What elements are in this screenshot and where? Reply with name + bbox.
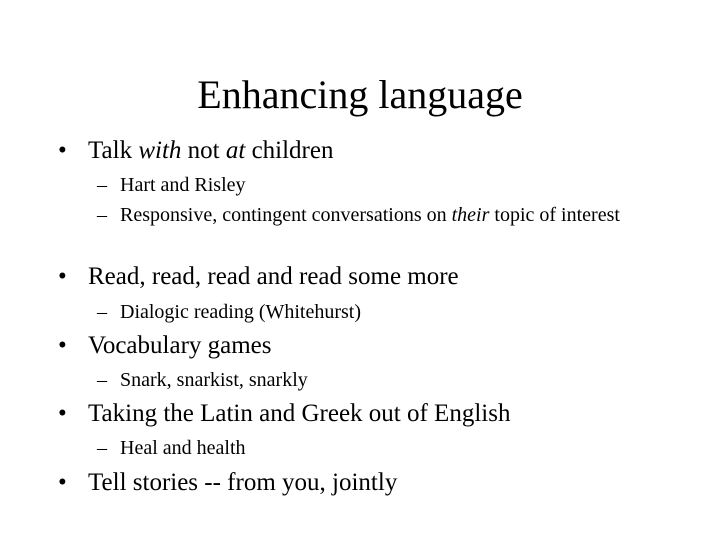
dash-icon: – (97, 369, 107, 391)
sub-bullet-text: Dialogic reading (Whitehurst) (120, 301, 362, 323)
sub-bullet-hart-risley (97, 171, 657, 199)
sub-bullet-heal-health (97, 434, 657, 462)
dash-icon: – (97, 437, 107, 459)
bullet-text: Talk (88, 137, 139, 164)
bullet-tell-stories (58, 468, 397, 498)
bullet-icon: • (58, 469, 67, 496)
dash-icon: – (97, 204, 107, 226)
bullet-text: Taking the Latin and Greek out of English (88, 400, 511, 427)
bullet-text: children (245, 137, 334, 164)
bullet-talk-with-children (58, 136, 333, 166)
sub-bullet-snark (97, 366, 657, 394)
bullet-icon: • (58, 137, 67, 164)
bullet-text: not (181, 137, 226, 164)
bullet-text: Read, read, read and read some more (88, 263, 459, 290)
bullet-latin-greek (58, 399, 510, 429)
bullet-icon: • (58, 332, 67, 359)
sub-bullet-text: Hart and Risley (120, 174, 246, 196)
sub-bullet-dialogic-reading (97, 298, 657, 326)
sub-bullet-text-italic: their (451, 204, 490, 226)
bullet-text-italic: at (225, 137, 246, 164)
dash-icon: – (97, 301, 107, 323)
bullet-icon: • (58, 400, 67, 427)
sub-bullet-text-part: Responsive, contingent conversations on (120, 204, 452, 226)
bullet-text: Tell stories -- from you, jointly (88, 469, 398, 496)
sub-bullet-text-part: topic of interest (489, 204, 620, 226)
bullet-vocabulary-games (58, 331, 272, 361)
sub-bullet-text: Snark, snarkist, snarkly (120, 369, 308, 391)
sub-bullet-text (97, 201, 677, 230)
slide-title-text: Enhancing language (197, 72, 523, 117)
dash-icon: – (97, 174, 107, 196)
bullet-read (58, 262, 459, 292)
bullet-text: Vocabulary games (88, 332, 272, 359)
bullet-text-italic: with (138, 137, 182, 164)
sub-bullet-responsive-conversations (97, 201, 677, 230)
slide-title (0, 70, 720, 120)
sub-bullet-text: Heal and health (120, 437, 246, 459)
bullet-icon: • (58, 263, 67, 290)
